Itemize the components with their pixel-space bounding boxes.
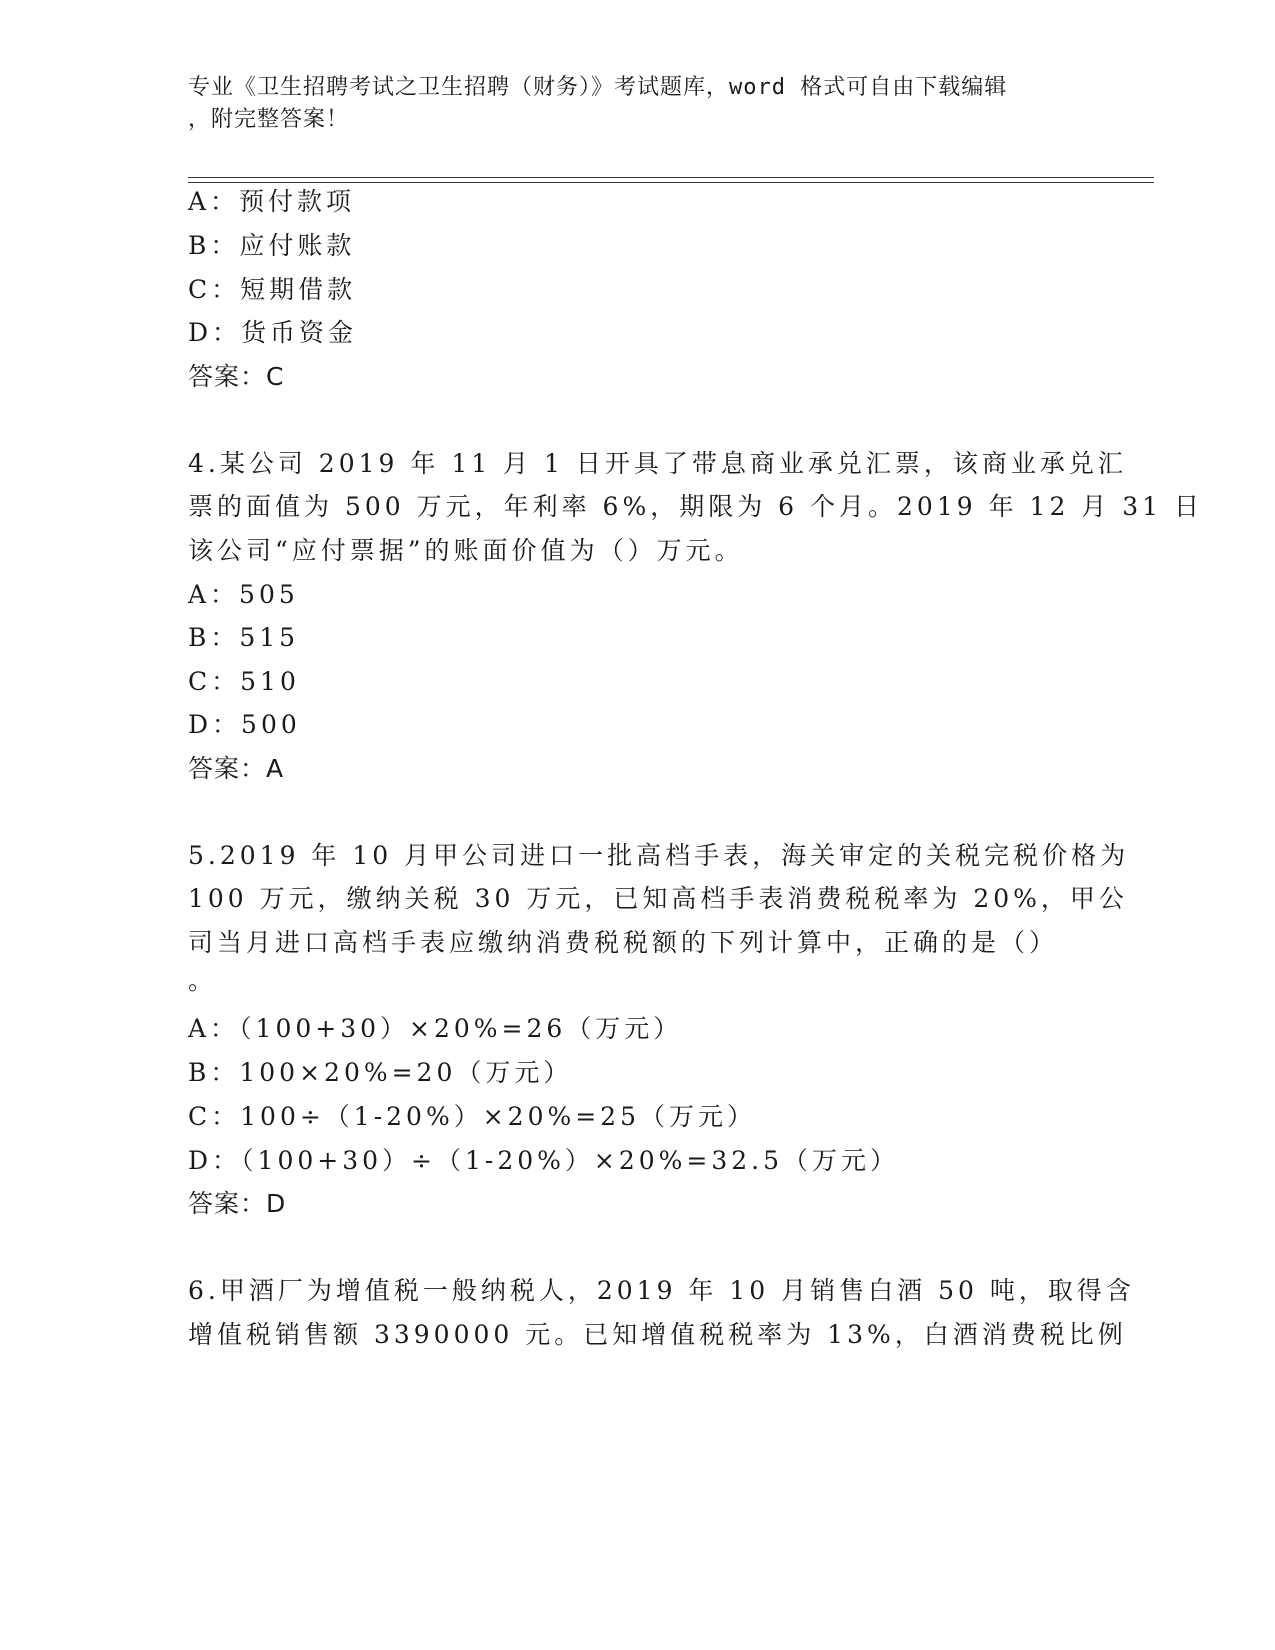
q4-option-d: D：500 bbox=[188, 710, 301, 739]
q5-option-b: B：100×20%=20（万元） bbox=[188, 1058, 573, 1087]
header-divider-bottom bbox=[188, 182, 1154, 183]
q5-stem-line2: 100 万元，缴纳关税 30 万元，已知高档手表消费税税率为 20%，甲公 bbox=[188, 884, 1128, 913]
header-title-line1: 专业《卫生招聘考试之卫生招聘（财务）》考试题库，word 格式可自由下载编辑 bbox=[188, 75, 1008, 100]
q5-stem-line4: 。 bbox=[188, 966, 218, 995]
q4-stem-line2: 票的面值为 500 万元，年利率 6%，期限为 6 个月。2019 年 12 月 31 日 bbox=[188, 492, 1203, 521]
q5-option-c: C：100÷（1-20%）×20%=25（万元） bbox=[188, 1102, 756, 1131]
header-divider-top bbox=[188, 177, 1154, 178]
q5-option-a: A：（100+30）×20%=26（万元） bbox=[188, 1014, 683, 1043]
q5-stem-line3: 司当月进口高档手表应缴纳消费税税额的下列计算中，正确的是（） bbox=[188, 928, 1059, 957]
q4-option-b: B：515 bbox=[188, 623, 300, 652]
q6-stem-line2: 增值税销售额 3390000 元。已知增值税税率为 13%，白酒消费税比例 bbox=[188, 1320, 1127, 1349]
q4-stem-line3: 该公司“应付票据”的账面价值为（）万元。 bbox=[188, 536, 744, 565]
document-header bbox=[188, 72, 1078, 136]
q5-answer: 答案：D bbox=[188, 1189, 287, 1218]
q5-stem-line1: 5.2019 年 10 月甲公司进口一批高档手表，海关审定的关税完税价格为 bbox=[188, 841, 1130, 870]
q5-option-d: D：（100+30）÷（1-20%）×20%=32.5（万元） bbox=[188, 1146, 900, 1175]
q4-answer: 答案：A bbox=[188, 754, 285, 783]
q4-option-c: C：510 bbox=[188, 667, 300, 696]
q3-option-c: C：短期借款 bbox=[188, 275, 357, 304]
header-title-line2: ，附完整答案！ bbox=[188, 107, 350, 132]
q3-answer: 答案：C bbox=[188, 362, 285, 391]
q3-option-a: A：预付款项 bbox=[188, 187, 356, 216]
q4-stem-line1: 4.某公司 2019 年 11 月 1 日开具了带息商业承兑汇票，该商业承兑汇 bbox=[188, 449, 1127, 478]
q3-option-d: D：货币资金 bbox=[188, 318, 358, 347]
q6-stem-line1: 6.甲酒厂为增值税一般纳税人，2019 年 10 月销售白酒 50 吨，取得含 bbox=[188, 1276, 1135, 1305]
q3-option-b: B：应付账款 bbox=[188, 231, 356, 260]
q4-option-a: A：505 bbox=[188, 580, 299, 609]
